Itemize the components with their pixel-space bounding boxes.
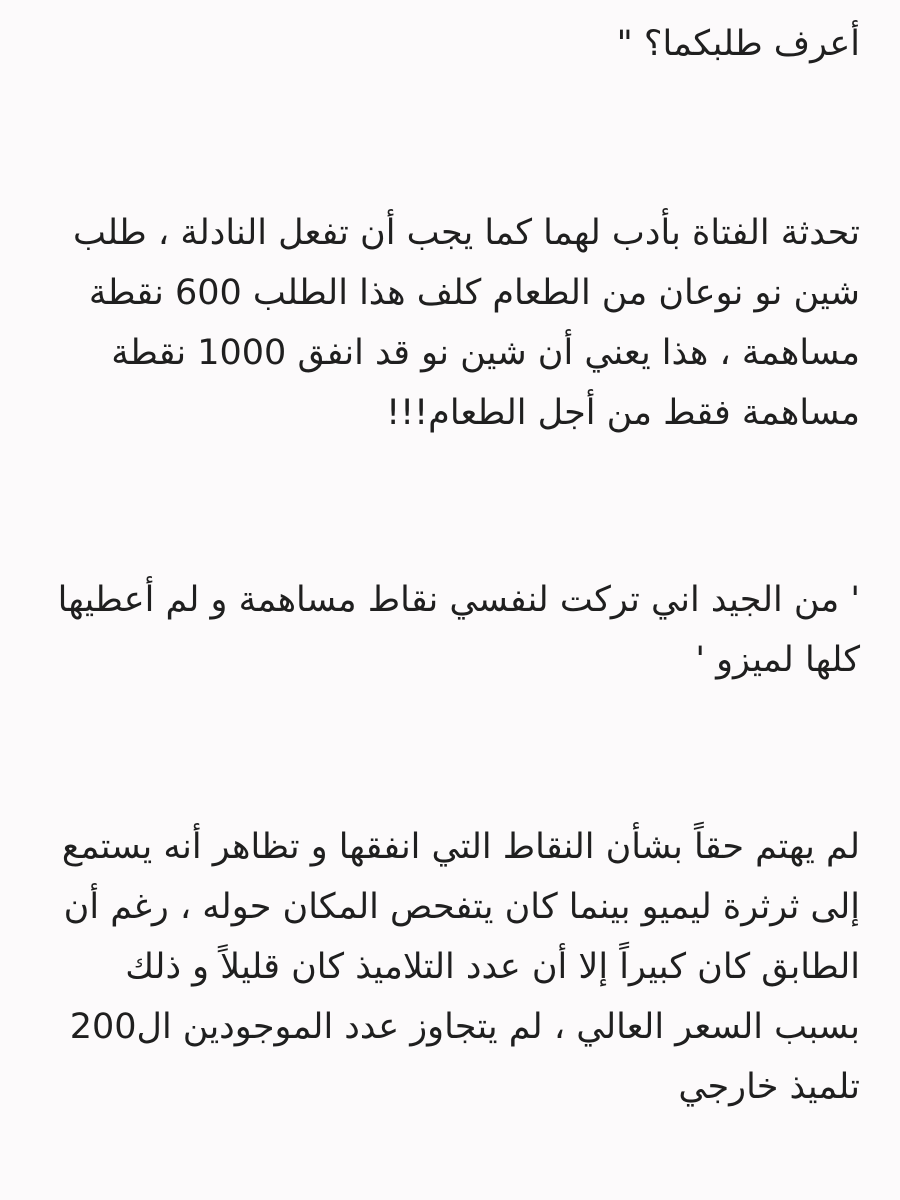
paragraph-2: تحدثة الفتاة بأدب لهما كما يجب أن تفعل النادلة ، طلب شين نو نوعان من الطعام كلف هذا الطلب 600 نقطة مساهمة ، هذا يعني أن شين نو قد انفق 1000 نقطة مساهمة فقط من أجل الطعام!!!: [72, 213, 860, 433]
paragraph-1: أعرف طلبكما؟ ": [616, 24, 860, 64]
paragraph-3: ' من الجيد اني تركت لنفسي نقاط مساهمة و لم أعطيها كلها لميزو ': [57, 580, 860, 680]
paragraph-4: لم يهتم حقاً بشأن النقاط التي انفقها و تظاهر أنه يستمع إلى ثرثرة ليميو بينما كان يتفحص المكان حوله ، رغم أن الطابق كان كبيراً إلا أن عدد التلاميذ كان قليلاً و ذلك بسبب السعر العالي ، لم يتجاوز عدد الموجودين ال200 تلميذ خارجي: [61, 827, 860, 1107]
